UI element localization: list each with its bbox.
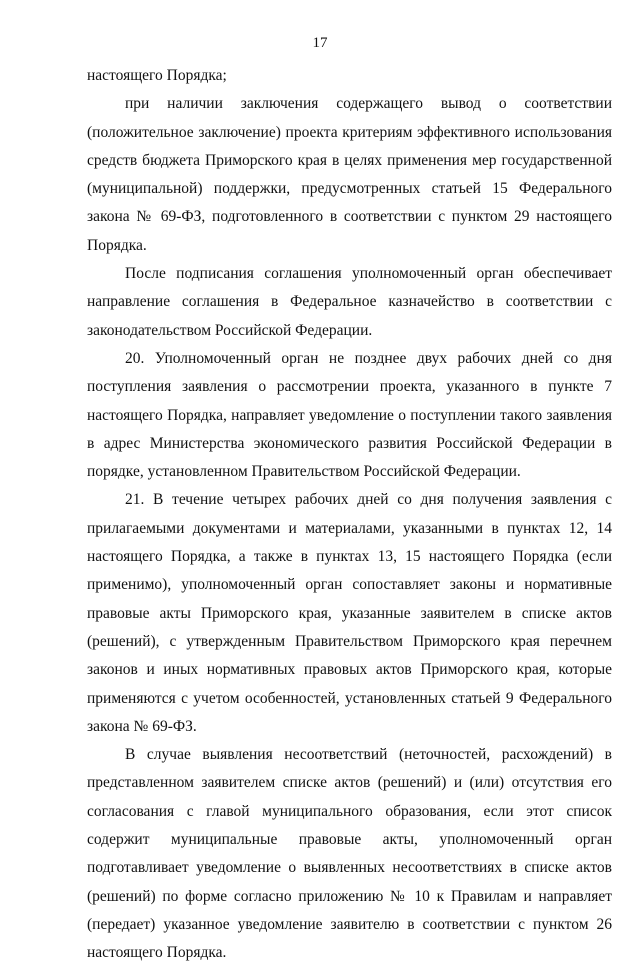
- paragraph-agreement-signing: После подписания соглашения уполномоченный орган обеспечивает направление соглашения в Федеральное казначейство в соответствии с законодательством Российской Федерации.: [87, 265, 612, 339]
- page-number: 17: [312, 35, 328, 51]
- paragraph-item-21: 21. В течение четырех рабочих дней со дня получения заявления с прилагаемыми документами и материалами, указанными в пунктах 12, 14 настоящего Порядка, а также в пунктах 13, 15 настоящего Порядка (если применимо), уполномоченный орган сопоставляет законы и нормативные правовые акты Приморского края, указанные заявителем в списке актов (решений), с утвержденным Правительством Приморского края перечнем законов и иных нормативных правовых актов Приморского края, которые применяются с учетом особенностей, установленных статьей 9 Федерального закона № 69-ФЗ.: [87, 491, 612, 735]
- paragraph-conclusion-condition: при наличии заключения содержащего вывод о соответствии (положительное заключение) проекта критериям эффективного использования средств бюджета Приморского края в целях применения мер государственной (муниципальной) поддержки, предусмотренных статьей 15 Федерального закона № 69-ФЗ, подготовленного в соответствии с пунктом 29 настоящего Порядка.: [87, 95, 612, 254]
- document-body: [87, 62, 612, 968]
- paragraph-continuation: настоящего Порядка;: [87, 67, 227, 84]
- paragraph-discrepancies: В случае выявления несоответствий (неточностей, расхождений) в представленном заявителем списке актов (решений) и (или) отсутствия его согласования с главой муниципального образования, если этот список содержит муниципальные правовые акты, уполномоченный орган подготавливает уведомление о выявленных несоответствиях в списке актов (решений) по форме согласно приложению № 10 к Правилам и направляет (передает) указанное уведомление заявителю в соответствии с пунктом 26 настоящего Порядка.: [87, 746, 612, 962]
- paragraph-item-20: 20. Уполномоченный орган не позднее двух рабочих дней со дня поступления заявления о рассмотрении проекта, указанного в пункте 7 настоящего Порядка, направляет уведомление о поступлении такого заявления в адрес Министерства экономического развития Российской Федерации в порядке, установленном Правительством Российской Федерации.: [87, 349, 612, 481]
